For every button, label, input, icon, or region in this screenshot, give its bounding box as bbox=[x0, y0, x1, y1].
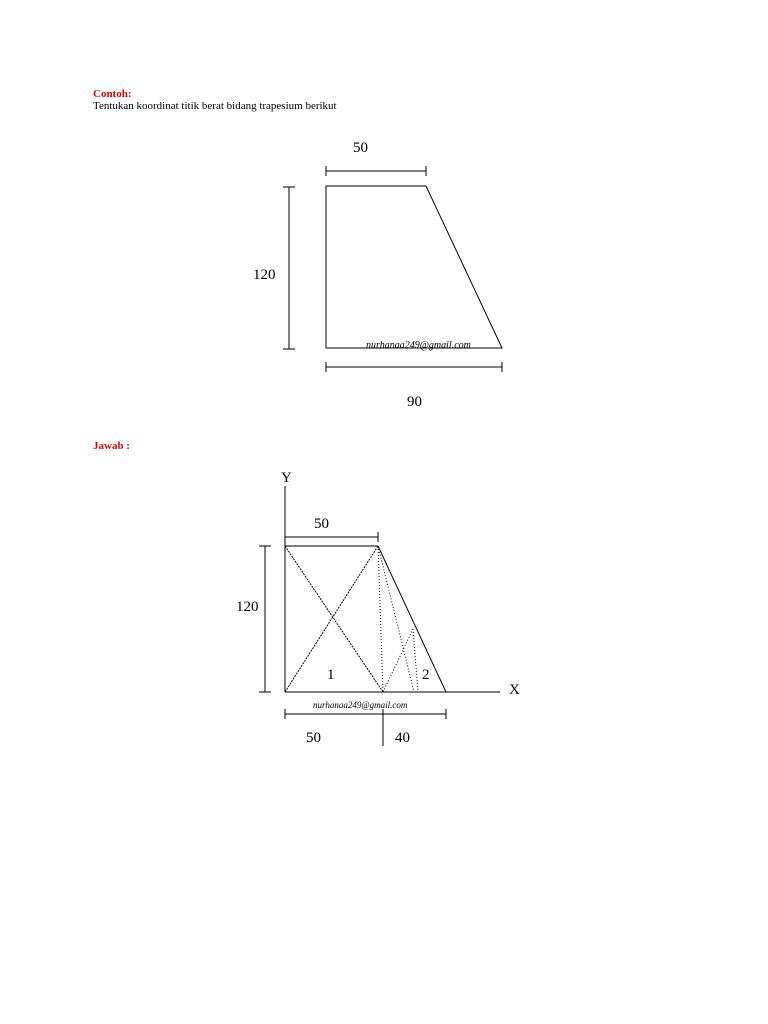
y-axis-label: Y bbox=[281, 470, 292, 486]
bottom-right-label: 40 bbox=[395, 730, 410, 746]
answer-heading: Jawab : bbox=[93, 440, 130, 452]
example-heading: Contoh: bbox=[93, 88, 132, 100]
top-width-label-2: 50 bbox=[314, 516, 329, 532]
watermark: nurhanaa249@gmail.com bbox=[366, 340, 471, 351]
bottom-left-label: 50 bbox=[306, 730, 321, 746]
region-1-label: 1 bbox=[327, 667, 335, 683]
height-label-2: 120 bbox=[236, 599, 259, 615]
region-2-label: 2 bbox=[422, 667, 430, 683]
bottom-width-label: 90 bbox=[407, 394, 422, 410]
x-axis-label: X bbox=[509, 682, 520, 698]
top-width-label: 50 bbox=[353, 140, 368, 156]
question-text: Tentukan koordinat titik berat bidang trapesium berikut bbox=[93, 100, 337, 112]
watermark-2: nurhanaa249@gmail.com bbox=[313, 700, 408, 710]
height-label: 120 bbox=[253, 267, 276, 283]
